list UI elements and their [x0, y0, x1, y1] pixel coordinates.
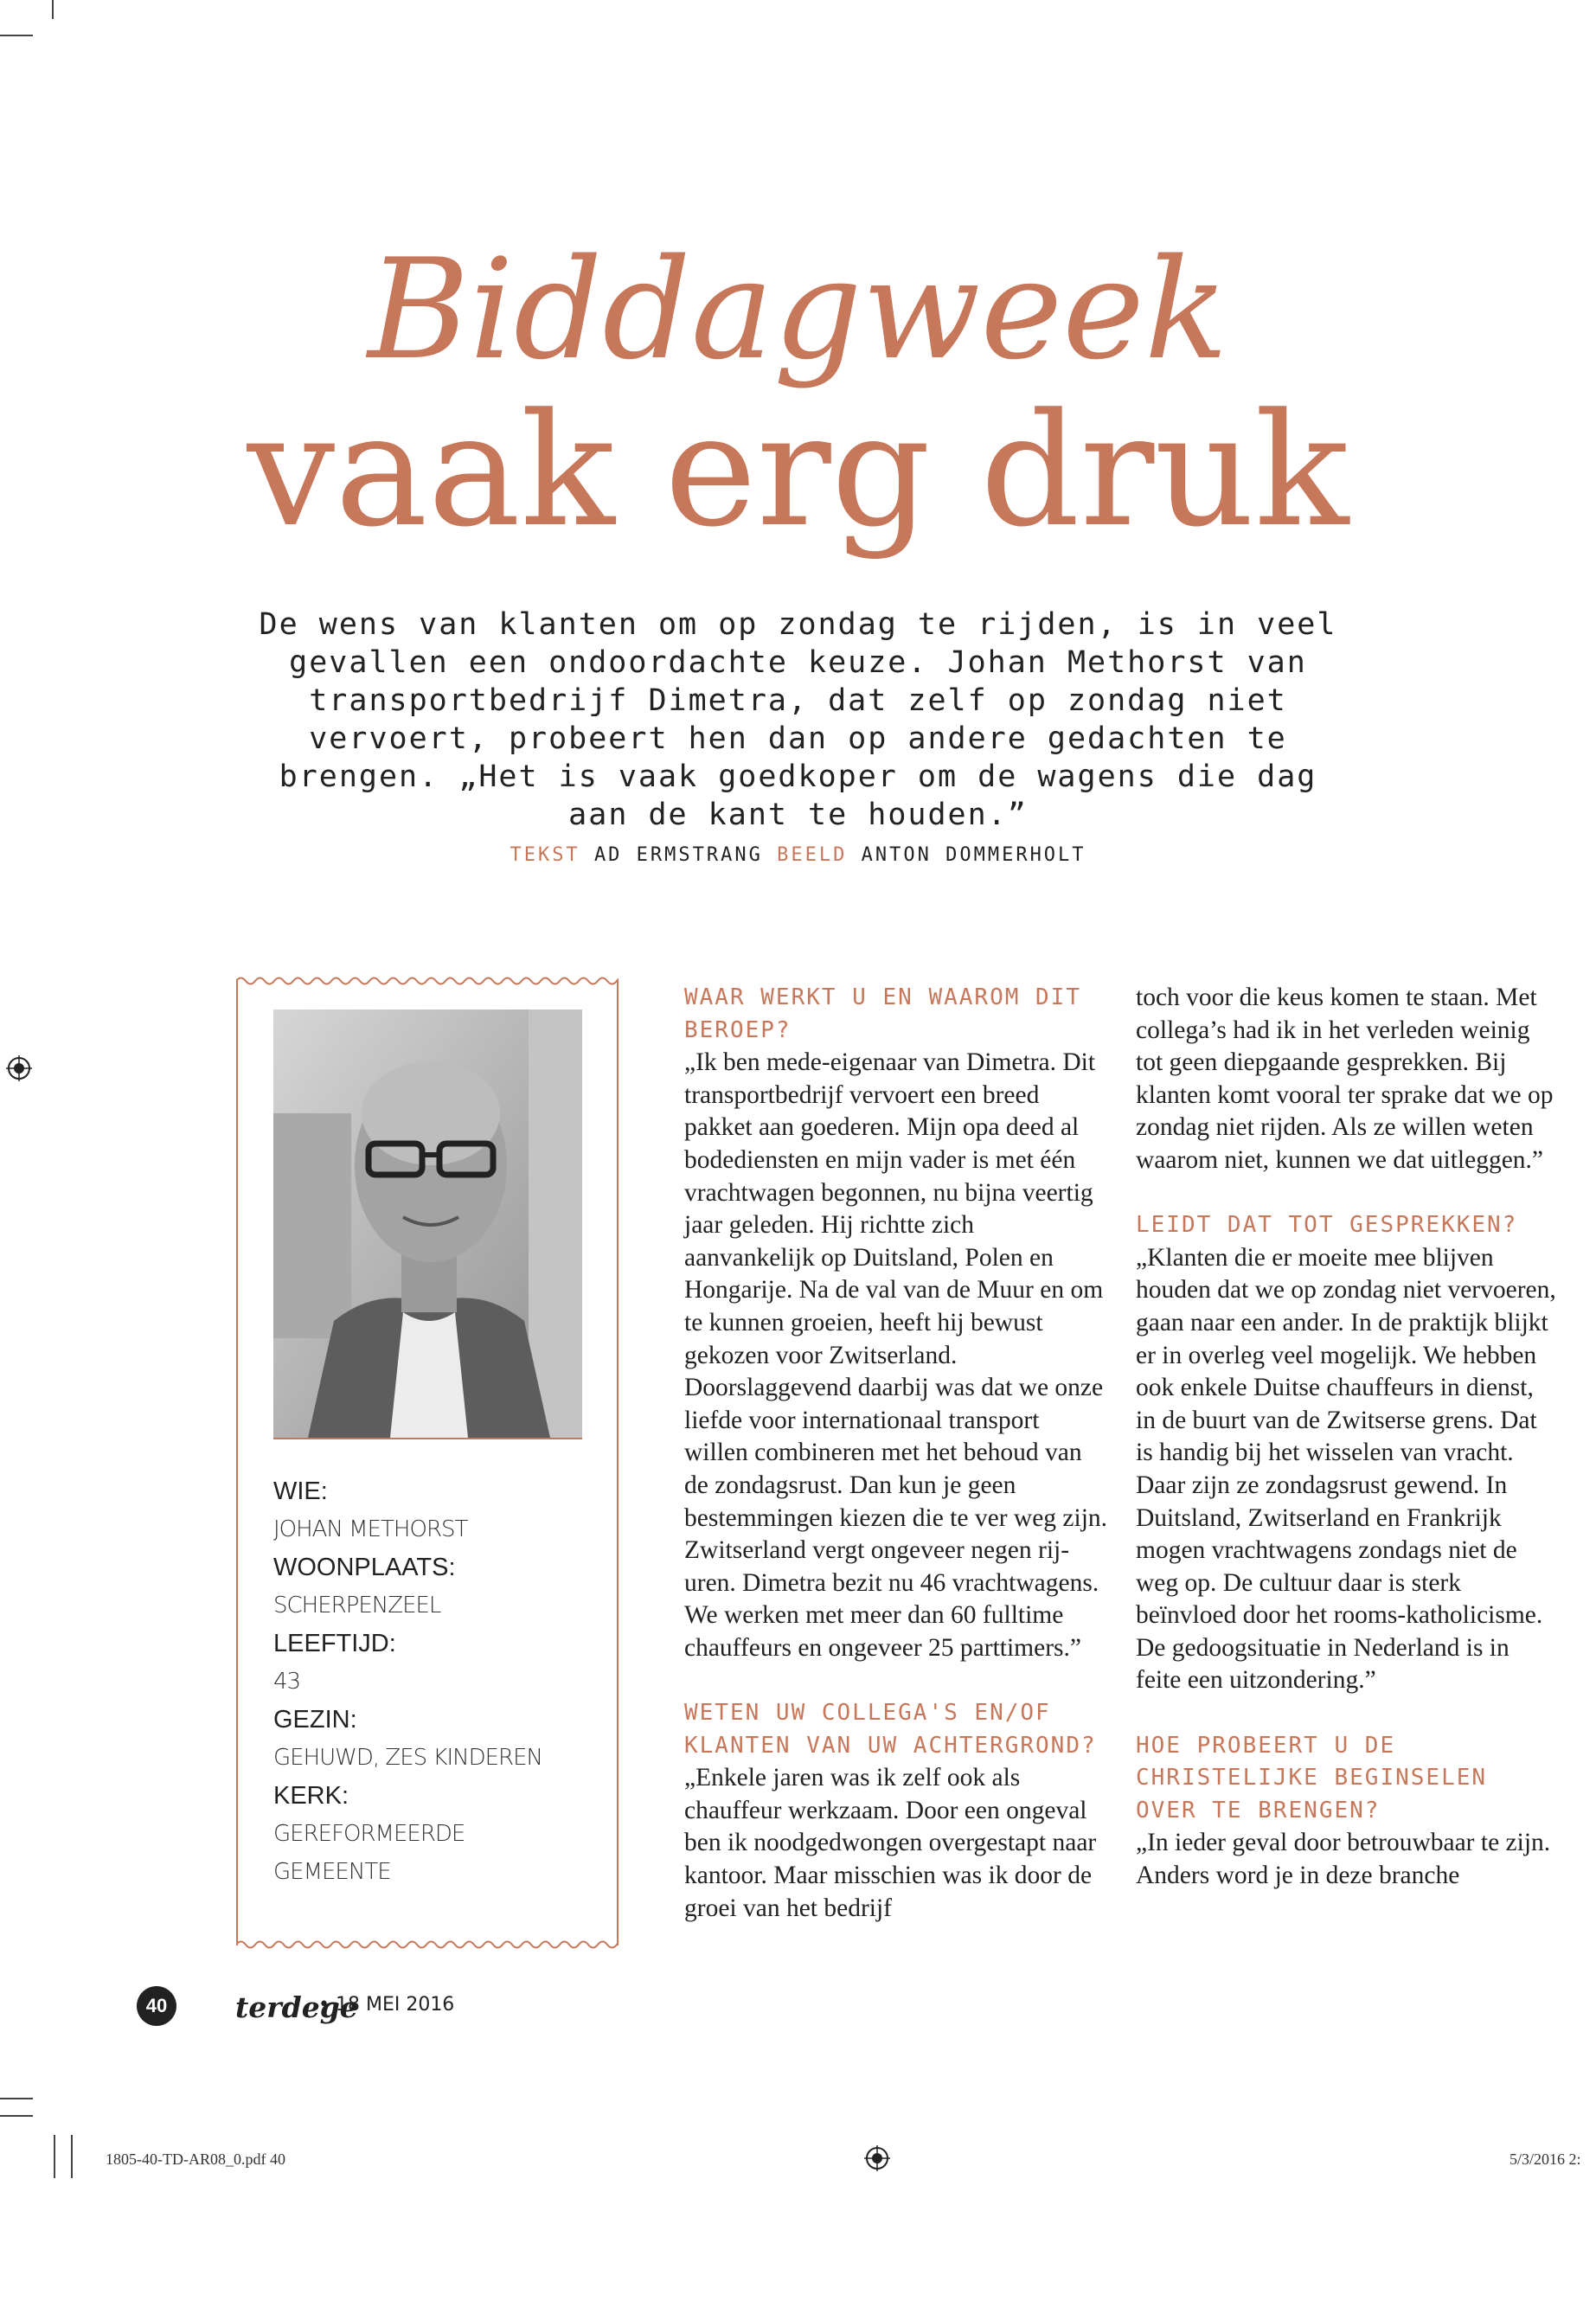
crop-mark — [71, 2135, 73, 2178]
crop-mark — [54, 2135, 55, 2178]
answer-paragraph: „Klanten die er moeite mee blijven houden dat we op zondag niet vervoeren, gaan naar een ander. In de praktijk blijkt er in overleg veel mogelijk. We hebben ook enkele Duitse chauffeurs in dienst, in de buurt van de Zwitserse grens. Dat is handig bij het wisselen van vracht. Daar zijn ze zondagsrust gewend. In Duitsland, Zwitserland en Frankrijk mogen vrachtwagens zondags niet de weg op. De cultuur daar is sterk beïnvloed door het rooms-katholicisme. De gedoogsituatie in Nederland is in feite een uitzondering.” — [1136, 1243, 1556, 1695]
question-heading: WETEN UW COLLEGA'S EN/OF KLANTEN VAN UW ACHTERGROND? — [684, 1700, 1097, 1759]
issue-date: • 18 MEI 2016 — [318, 1994, 455, 2016]
magazine-logo: terdege — [235, 1990, 358, 2024]
crop-mark — [0, 35, 33, 36]
fact-value: JOHAN METHORST — [273, 1516, 468, 1542]
answer-paragraph: „Ik ben mede-eigenaar van Dimetra. Dit transportbedrijf vervoert een breed pakket aan goederen. Mijn opa deed al bodediensten en mijn vader is met één vrachtwagen begonnen, nu bijna veertig jaar geleden. Hij richtte zich aanvankelijk op Duitsland, Polen en Hongarije. Na de val van de Muur en om te kunnen groeien, heeft hij bewust gekozen voor Zwitserland. Doorslaggevend daarbij was dat we onze liefde voor internationaal transport willen combineren met het behoud van de zondagsrust. Dan kun je geen bestemmingen kiezen die te ver weg zijn. Zwitserland vergt ongeveer negen rij-uren. Dimetra bezit nu 46 vrachtwagens. We werken met meer dan 60 fulltime chauffeurs en ongeveer 25 parttimers.” — [684, 1048, 1108, 1662]
fact-label: GEZIN: — [273, 1706, 357, 1734]
question-heading: LEIDT DAT TOT GESPREKKEN? — [1136, 1212, 1518, 1239]
question-heading: WAAR WERKT U EN WAAROM DIT BEROEP? — [684, 984, 1081, 1043]
credit-photo-label: BEELD — [777, 844, 848, 866]
crop-mark — [0, 2098, 33, 2099]
headline-line-1: Biddagweek — [368, 228, 1228, 390]
print-slug-timestamp: 5/3/2016 2: — [1509, 2150, 1581, 2168]
credit-author: AD ERMSTRANG — [593, 844, 763, 866]
intro-text: De wens van klanten om op zondag te rijden, is in veel gevallen een ondoordachte keuze. Johan Methorst van transportbedrijf Dimetra, dat zelf op zondag niet vervoert, probeert hen dan op andere gedachten te brengen. „Het is vaak goedkoper om de wagens die dag aan de kant te houden.” — [259, 607, 1337, 832]
portrait-photo — [273, 1009, 582, 1439]
fact-value: SCHERPENZEEL — [273, 1593, 441, 1618]
print-slug-file: 1805-40-TD-AR08_0.pdf 40 — [106, 2150, 285, 2168]
page-number: 40 — [137, 1986, 176, 2026]
fact-label: WOONPLAATS: — [273, 1554, 456, 1581]
fact-label: LEEFTIJD: — [273, 1630, 396, 1657]
fact-value: 43 — [273, 1669, 301, 1695]
profile-facts — [273, 1472, 602, 1891]
crop-mark — [52, 0, 54, 19]
article-column-1 — [684, 982, 1108, 1925]
crop-mark — [0, 2115, 33, 2117]
registration-mark-icon — [864, 2145, 890, 2171]
registration-mark-icon — [6, 1055, 32, 1081]
answer-paragraph: „Enkele jaren was ik zelf ook als chauffeur werkzaam. Door een ongeval ben ik noodgedwongen overgestapt naar kantoor. Maar misschien was ik door de groei van het bedrijf — [684, 1764, 1097, 1922]
question-heading: HOE PROBEERT U DE CHRISTELIJKE BEGINSELEN OVER TE BRENGEN? — [1136, 1732, 1488, 1823]
answer-paragraph: toch voor die keus komen te staan. Met collega’s had ik in het verleden weinig tot geen diepgaande gesprekken. Bij klanten komt vooral ter sprake dat we op zondag niet rijden. Als ze willen weten waarom niet, kunnen we dat uitleggen.” — [1136, 984, 1554, 1174]
fact-label: WIE: — [273, 1477, 328, 1505]
answer-paragraph: „In ieder geval door betrouwbaar te zijn. Anders word je in deze branche — [1136, 1829, 1551, 1890]
fact-value: GEHUWD, ZES KINDEREN — [273, 1745, 542, 1771]
wavy-border-bottom — [236, 1938, 619, 1952]
article-column-2 — [1136, 982, 1560, 1893]
fact-value: GEREFORMEERDE GEMEENTE — [273, 1821, 465, 1885]
headline-line-2: vaak erg druk — [247, 381, 1349, 561]
credit-photographer: ANTON DOMMERHOLT — [861, 844, 1086, 866]
credits — [0, 844, 1596, 866]
fact-label: KERK: — [273, 1782, 349, 1810]
credit-text-label: TEKST — [510, 844, 580, 866]
